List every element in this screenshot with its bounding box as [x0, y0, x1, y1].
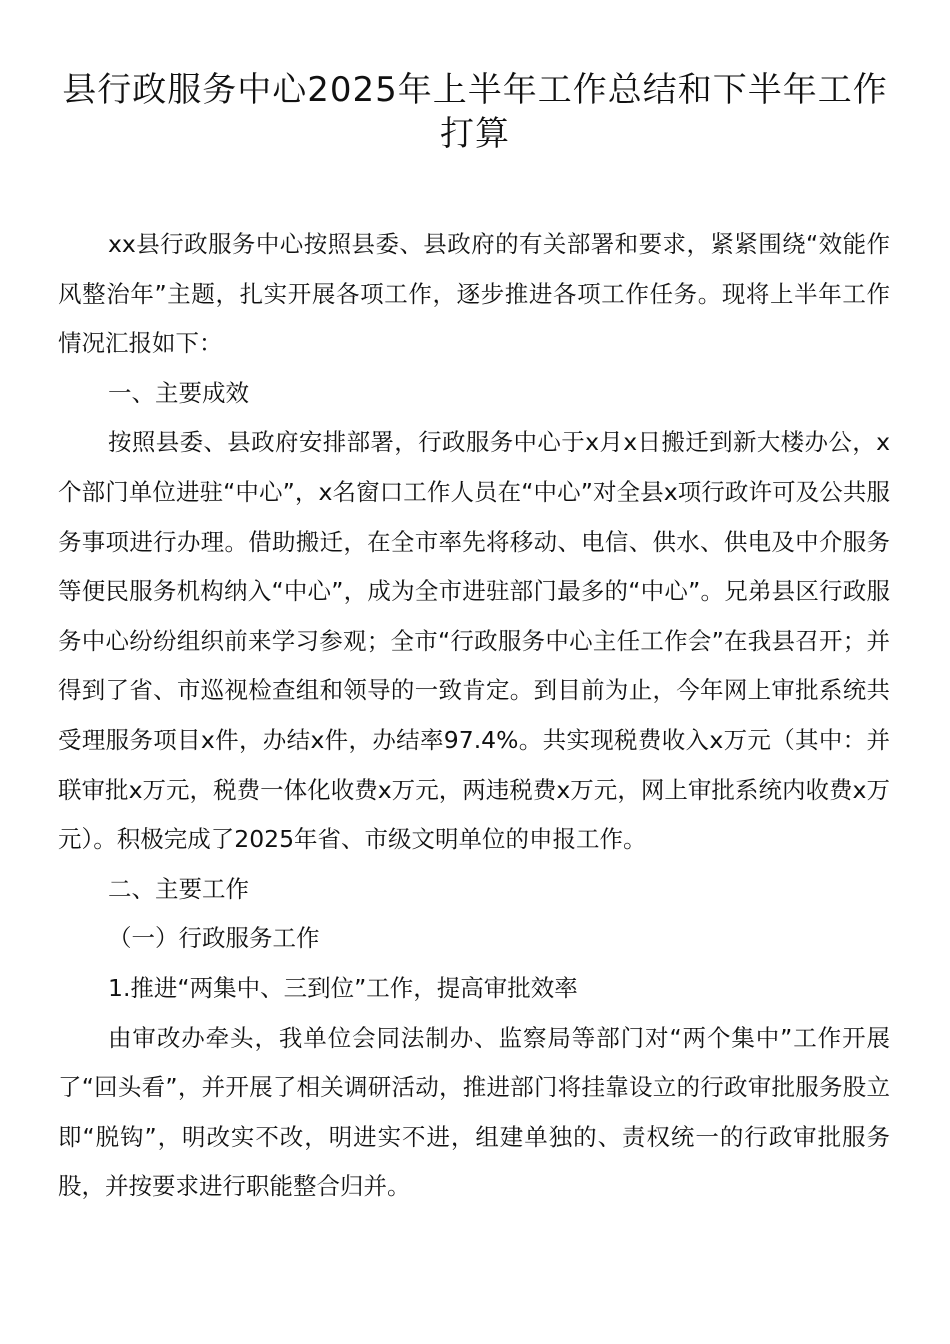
two-concentrations-paragraph: 由审改办牵头，我单位会同法制办、监察局等部门对“两个集中”工作开展了“回头看”，并开展了相关调研活动，推进部门将挂靠设立的行政审批服务股立即“脱钩”，明改实不改，明进实不进，组建单独的、责权统一的行政审批服务股，并按要求进行职能整合归并。	[58, 1023, 890, 1201]
intro-paragraph: xx县行政服务中心按照县委、县政府的有关部署和要求，紧紧围绕“效能作风整治年”主题，扎实开展各项工作，逐步推进各项工作任务。现将上半年工作情况汇报如下：	[58, 230, 890, 358]
document-title: 县行政服务中心2025年上半年工作总结和下半年工作打算	[62, 70, 888, 154]
main-results-paragraph: 按照县委、县政府安排部署，行政服务中心于x月x日搬迁到新大楼办公，x个部门单位进驻“中心”，x名窗口工作人员在“中心”对全县x项行政许可及公共服务事项进行办理。借助搬迁，在全市率先将移动、电信、供水、供电及中介服务等便民服务机构纳入“中心”，成为全市进驻部门最多的“中心”。兄弟县区行政服务中心纷纷组织前来学习参观；全市“行政服务中心主任工作会”在我县召开；并得到了省、市巡视检查组和领导的一致肯定。到目前为止，今年网上审批系统共受理服务项目x件，办结x件，办结率97.4%。共实现税费收入x万元（其中：并联审批x万元，税费一体化收费x万元，两违税费x万元，网上审批系统内收费x万元）。积极完成了2025年省、市级文明单位的申报工作。	[58, 428, 890, 854]
subsection-heading-admin-service: （一）行政服务工作	[108, 924, 320, 953]
section-heading-main-work: 二、主要工作	[108, 874, 249, 903]
section-heading-main-results: 一、主要成效	[108, 378, 249, 407]
item-heading-two-concentrations: 1.推进“两集中、三到位”工作，提高审批效率	[108, 973, 578, 1002]
document-body	[58, 220, 890, 1212]
